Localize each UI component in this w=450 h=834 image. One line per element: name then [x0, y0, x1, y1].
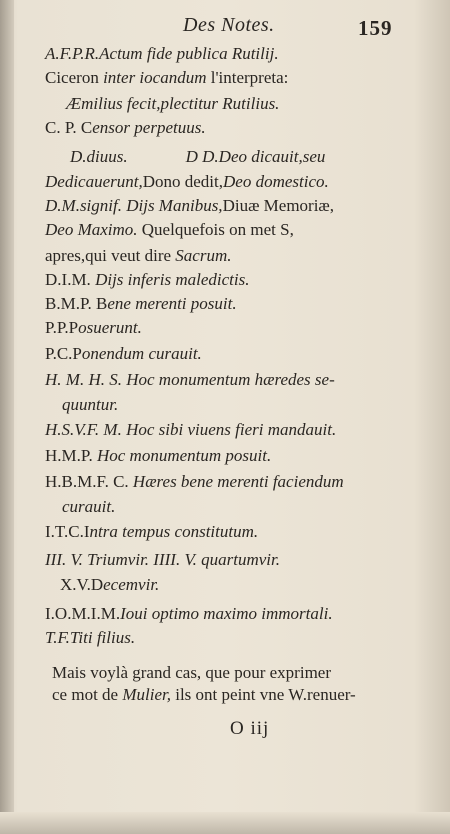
closing-paragraph	[52, 662, 377, 706]
line-segment: ene merenti posuit.	[107, 294, 237, 313]
closing-line-2c: ils ont peint vne W.renuer-	[170, 685, 356, 704]
line-segment: Deo domestico.	[223, 172, 329, 191]
line-segment: D D.Deo dicauit,seu	[185, 147, 326, 166]
closing-word-mulier: Mulier,	[122, 685, 171, 704]
line-segment: I.T.C.I	[45, 522, 90, 541]
line-segment: quuntur.	[62, 395, 119, 414]
line-segment: H.B.M.F. C.	[45, 472, 133, 491]
line-segment: osuerunt.	[78, 318, 142, 337]
abbreviation-line	[45, 472, 344, 492]
abbreviation-line	[60, 575, 159, 595]
line-segment: X.V.D	[60, 575, 104, 594]
page-number: 159	[358, 16, 393, 40]
closing-line-1: Mais voylà grand cas, que pour exprimer	[52, 663, 331, 682]
line-segment: Dono dedit,	[142, 172, 224, 191]
line-segment: H.S.V.F. M. Hoc sibi viuens fieri mandauit.	[45, 420, 337, 439]
running-header: Des Notes.	[183, 14, 275, 36]
line-segment: Dedicauerunt,	[45, 172, 143, 191]
abbreviation-line	[45, 344, 202, 364]
line-segment: curauit.	[62, 497, 116, 516]
line-segment: T.F.Titi filius.	[45, 628, 136, 647]
abbreviation-line	[45, 522, 258, 542]
line-segment: Ioui optimo maximo immortali.	[120, 604, 333, 623]
line-segment: l'interpreta:	[210, 68, 289, 87]
abbreviation-line	[45, 220, 294, 240]
line-segment: C. P. C	[45, 118, 93, 137]
line-segment: H.M.P.	[45, 446, 97, 465]
line-segment: H. M. H. S. Hoc monumentum hæredes se-	[45, 370, 335, 389]
line-segment: P.P.P	[45, 318, 79, 337]
line-segment: III. V. Triumvir. IIII. V. quartumvir.	[45, 550, 281, 569]
line-segment: D.diuus.	[70, 147, 128, 166]
line-segment: inter iocandum	[103, 68, 211, 87]
abbreviation-line	[45, 446, 271, 466]
abbreviation-line	[45, 196, 334, 216]
abbreviation-line	[70, 147, 325, 167]
abbreviation-line	[45, 420, 336, 440]
page-bottom-edge	[0, 812, 450, 834]
abbreviation-line	[45, 68, 288, 88]
abbreviation-line	[66, 94, 279, 114]
line-segment: Deo Maximo.	[45, 220, 142, 239]
line-segment: P.C.P	[45, 344, 82, 363]
line-segment: Sacrum.	[175, 246, 232, 265]
line-segment: Hæres bene merenti faciendum	[132, 472, 344, 491]
line-segment: D.I.M.	[45, 270, 96, 289]
signature-mark: O iij	[230, 718, 270, 739]
abbreviation-line	[45, 370, 335, 390]
line-segment: I.O.M.I.M.	[45, 604, 121, 623]
closing-line-2a: ce mot de	[52, 685, 123, 704]
page-gutter-shadow	[0, 0, 14, 834]
line-segment: Actum fide publica Rutilij.	[99, 44, 279, 63]
line-segment: onendum curauit.	[81, 344, 202, 363]
line-segment: Ciceron	[45, 68, 104, 87]
abbreviation-line	[45, 44, 279, 64]
line-segment: Diuæ Memoriæ,	[222, 196, 335, 215]
line-segment: A.F.P.R.	[45, 44, 100, 63]
abbreviation-line	[45, 294, 237, 314]
line-segment: ensor perpetuus.	[92, 118, 206, 137]
line-segment: apres,qui veut dire	[45, 246, 176, 265]
line-segment: ntra tempus constitutum.	[89, 522, 259, 541]
abbreviation-line	[45, 270, 249, 290]
line-segment: Hoc monumentum posuit.	[96, 446, 272, 465]
abbreviation-line	[45, 628, 135, 648]
abbreviation-line	[45, 246, 232, 266]
abbreviation-line	[62, 497, 115, 517]
abbreviation-line	[62, 395, 118, 415]
abbreviation-line	[45, 318, 142, 338]
line-segment: B.M.P. B	[45, 294, 108, 313]
line-segment: Æmilius fecit,plectitur Rutilius.	[66, 94, 280, 113]
abbreviation-line	[45, 550, 280, 570]
line-segment: Dijs inferis maledictis.	[95, 270, 250, 289]
abbreviation-line	[45, 118, 206, 138]
line-segment: D.M.signif. Dijs Manibus,	[45, 196, 223, 215]
abbreviation-line	[45, 604, 333, 624]
abbreviation-line	[45, 172, 329, 192]
line-segment: ecemvir.	[103, 575, 160, 594]
line-segment: Quelquefois on met S,	[141, 220, 294, 239]
closing-line-2	[52, 684, 377, 706]
